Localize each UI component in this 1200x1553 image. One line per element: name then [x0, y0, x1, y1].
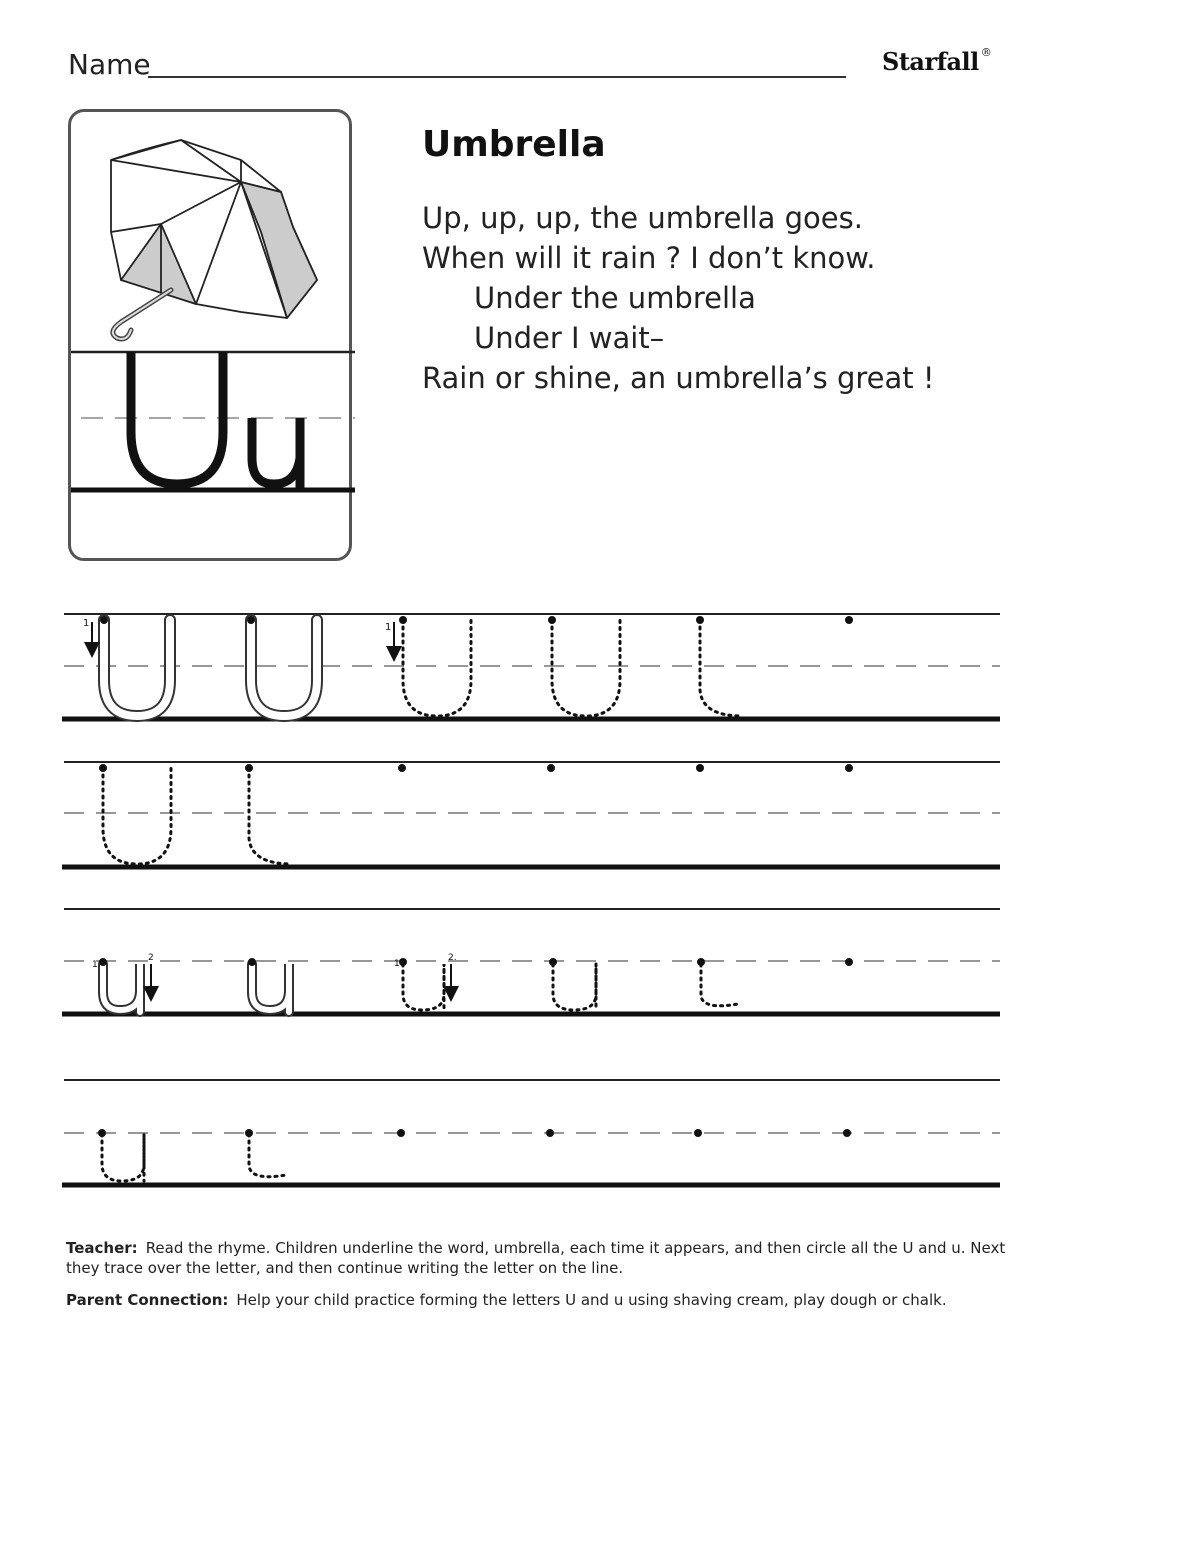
stroke-number: 1 — [92, 960, 98, 970]
parent-note — [66, 1290, 1006, 1310]
brand-name: Starfall — [882, 47, 979, 76]
teacher-label: Teacher: — [66, 1239, 138, 1257]
parent-label: Parent Connection: — [66, 1291, 229, 1309]
parent-text: Help your child practice forming the letters U and u using shaving cream, play dough or chalk. — [236, 1291, 947, 1309]
stroke-number: 2. — [448, 953, 457, 963]
stroke-number: 1 — [385, 622, 392, 633]
stroke-number: 1 — [83, 618, 90, 629]
uppercase-practice-row-1 — [62, 614, 1000, 719]
name-label: Name — [68, 48, 151, 81]
instructions — [66, 1238, 1006, 1322]
registered-mark: ® — [980, 46, 992, 59]
lowercase-practice-row-2 — [62, 1080, 1000, 1185]
poem-line: Up, up, up, the umbrella goes. — [422, 201, 863, 235]
uppercase-practice-row-2 — [62, 762, 1000, 867]
poem-line: Rain or shine, an umbrella’s great ! — [422, 361, 935, 395]
teacher-note — [66, 1238, 1006, 1278]
poem-line: Under the umbrella — [474, 281, 756, 315]
poem-title: Umbrella — [422, 124, 606, 165]
stroke-number: 2 — [148, 953, 154, 963]
lowercase-practice-row-1 — [62, 909, 1000, 1014]
poem-line: When will it rain ? I don’t know. — [422, 241, 876, 275]
teacher-text: Read the rhyme. Children underline the word, umbrella, each time it appears, and then circle all the U and u. Next they trace over the letter, and then continue writing the letter on the line. — [66, 1239, 1006, 1277]
stroke-number: 1 — [394, 959, 400, 969]
poem-line: Under I wait– — [474, 321, 665, 355]
